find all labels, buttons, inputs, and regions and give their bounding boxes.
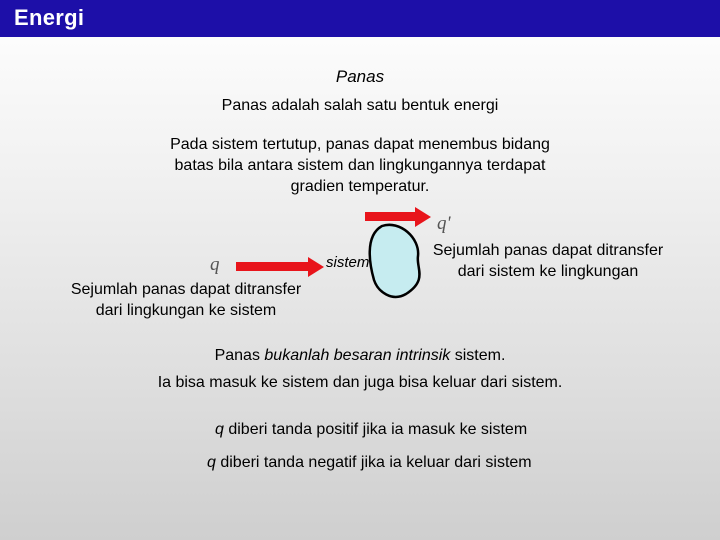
rule-negative <box>207 453 532 473</box>
rule-text: diberi tanda positif jika ia masuk ke sistem <box>223 421 528 438</box>
paragraph-line: gradien temperatur. <box>290 178 430 195</box>
caption-line: Sejumlah panas dapat ditransfer <box>70 281 302 298</box>
rule-text: diberi tanda negatif jika ia keluar dari sistem <box>215 454 532 471</box>
statement-text: Panas <box>214 347 265 364</box>
caption-line: dari lingkungan ke sistem <box>95 302 277 319</box>
caption-line: Sejumlah panas dapat ditransfer <box>432 242 664 259</box>
statement-line: Ia bisa masuk ke sistem dan juga bisa keluar dari sistem. <box>157 374 563 391</box>
q-in-symbol: q <box>210 254 220 275</box>
subtitle: Panas adalah salah satu bentuk energi <box>221 97 499 114</box>
rule-positive <box>215 420 527 440</box>
system-label: sistem <box>326 254 370 271</box>
q-out-symbol: q' <box>437 213 451 234</box>
heading-panas: Panas <box>335 67 385 86</box>
heat-out-arrow-head <box>415 207 431 227</box>
paragraph-line: Pada sistem tertutup, panas dapat menembus bidang <box>170 136 550 153</box>
statement-text: sistem. <box>450 347 506 364</box>
heat-in-arrow-head <box>308 257 324 277</box>
statement-line <box>110 346 610 366</box>
heat-in-arrow-shaft <box>236 262 310 271</box>
q-symbol: q <box>215 421 224 438</box>
statement-emphasis: bukanlah besaran intrinsik <box>264 347 451 364</box>
caption-line: dari sistem ke lingkungan <box>457 263 639 280</box>
slide-title: Energi <box>14 5 85 30</box>
q-symbol: q <box>207 454 216 471</box>
heat-out-arrow-shaft <box>365 212 417 221</box>
paragraph-line: batas bila antara sistem dan lingkungannya terdapat <box>174 157 546 174</box>
